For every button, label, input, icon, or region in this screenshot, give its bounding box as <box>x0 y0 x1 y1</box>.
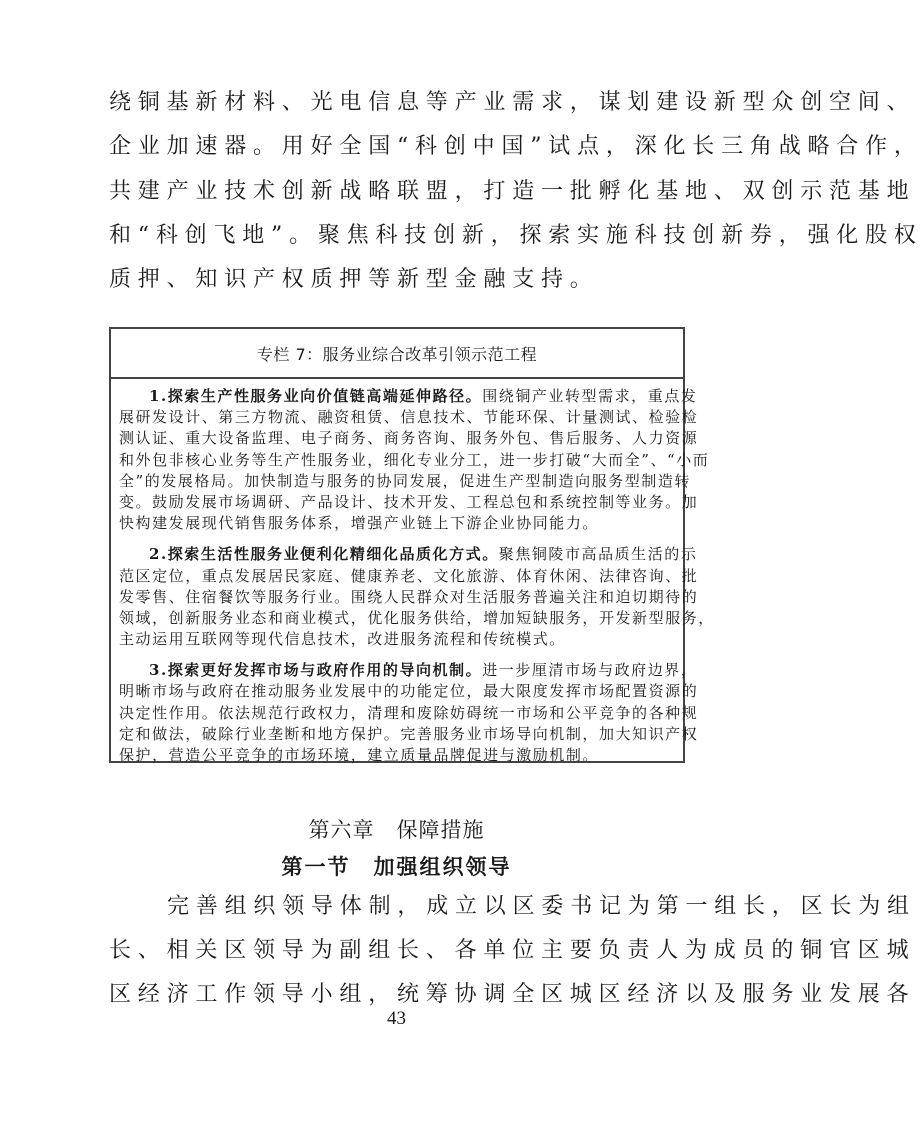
box-item-heading: 2.探索生活性服务业便利化精细化品质化方式。 <box>149 545 499 564</box>
feature-box <box>109 327 715 764</box>
intro-line: 共建产业技术创新战略联盟，打造一批孵化基地、双创示范基地 <box>109 179 916 204</box>
box-item-2 <box>119 544 715 650</box>
box-item-line: 保护，营造公平竞争的市场环境，建立质量品牌促进与激励机制。 <box>119 746 599 764</box>
closing-line: 区经济工作领导小组，统筹协调全区城区经济以及服务业发展各 <box>109 982 916 1007</box>
box-item-heading: 1.探索生产性服务业向价值链高端延伸路径。 <box>149 387 483 405</box>
intro-line: 和“科创飞地”。聚焦科技创新，探索实施科技创新券，强化股权 <box>109 223 923 248</box>
closing-line: 完善组织领导体制，成立以区委书记为第一组长，区长为组 <box>167 894 916 919</box>
box-body <box>119 386 715 768</box>
box-item-first-line <box>119 544 698 565</box>
box-item-line: 范区定位，重点发展居民家庭、健康养老、文化旅游、体育休闲、法律咨询、批 <box>119 566 699 585</box>
intro-line: 绕铜基新材料、光电信息等产业需求，谋划建设新型众创空间、 <box>109 90 916 115</box>
box-item-line: 领域，创新服务业态和商业模式，优化服务供给，增加短缺服务，开发新型服务， <box>119 608 715 627</box>
box-item-line: 全”的发展格局。加快制造与服务的协同发展，促进生产型制造向服务型制造转 <box>119 471 691 490</box>
box-item-heading: 3.探索更好发挥市场与政府作用的导向机制。 <box>149 661 483 680</box>
box-item-line: 定和做法，破除行业垄断和地方保护。完善服务业市场导向机制，加大知识产权 <box>119 724 699 743</box>
box-item-text: 围绕铜产业转型需求，重点发 <box>482 387 698 405</box>
closing-line: 长、相关区领导为副组长、各单位主要负责人为成员的铜官区城 <box>109 938 916 963</box>
box-item-first-line <box>119 386 698 407</box>
box-item-line: 发零售、住宿餐饮等服务行业。围绕人民群众对生活服务普遍关注和迫切期待的 <box>119 587 699 606</box>
box-item-first-line <box>119 660 698 681</box>
box-item-line: 主动运用互联网等现代信息技术，改进服务流程和传统模式。 <box>119 630 566 649</box>
box-item-line: 测认证、重大设备监理、电子商务、商务咨询、服务外包、售后服务、人力资源 <box>119 429 699 448</box>
box-item-1 <box>119 386 710 534</box>
box-item-text: 聚焦铜陵市高品质生活的示 <box>498 545 698 564</box>
box-title: 专栏 7：服务业综合改革引领示范工程 <box>111 329 683 379</box>
chapter-title: 第六章 保障措施 <box>308 818 485 842</box>
box-item-line: 展研发设计、第三方物流、融资租赁、信息技术、节能环保、计量测试、检验检 <box>119 408 699 427</box>
box-item-text: 进一步厘清市场与政府边界， <box>482 661 698 680</box>
box-item-line: 变。鼓励发展市场调研、产品设计、技术开发、工程总包和系统控制等业务。加 <box>119 492 699 511</box>
section-title: 第一节 加强组织领导 <box>281 854 512 879</box>
box-item-3 <box>119 660 699 766</box>
box-item-line: 和外包非核心业务等生产性服务业，细化专业分工，进一步打破“大而全”、“小而 <box>119 450 710 469</box>
box-item-line: 明晰市场与政府在推动服务业发展中的功能定位，最大限度发挥市场配置资源的 <box>119 682 699 701</box>
box-item-line: 决定性作用。依法规范行政权力，清理和废除妨碍统一市场和公平竞争的各种规 <box>119 703 699 722</box>
intro-line: 质押、知识产权质押等新型金融支持。 <box>109 267 599 292</box>
page-number: 43 <box>387 1008 406 1029</box>
intro-line: 企业加速器。用好全国“科创中国”试点，深化长三角战略合作， <box>109 134 923 159</box>
box-item-line: 快构建发展现代销售服务体系，增强产业链上下游企业协同能力。 <box>119 514 599 533</box>
